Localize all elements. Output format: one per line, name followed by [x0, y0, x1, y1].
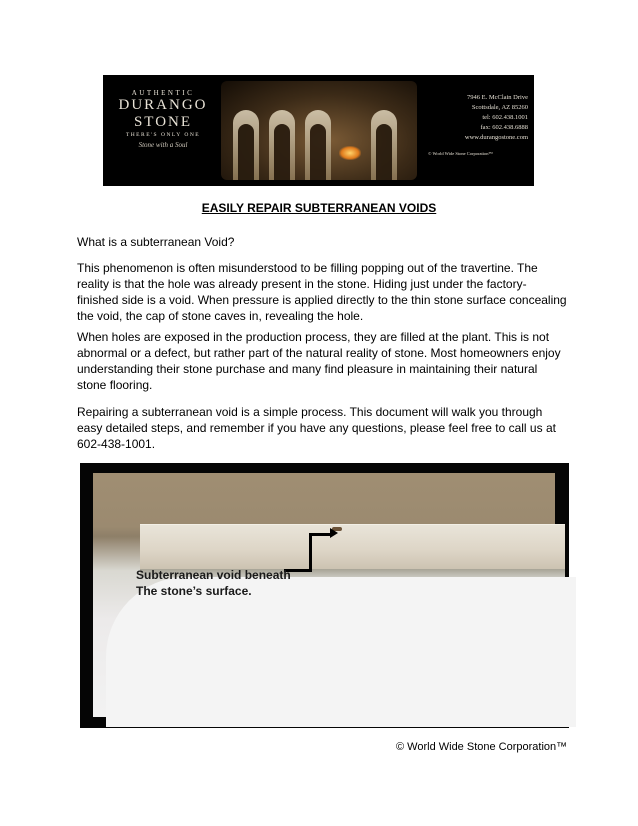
caption-line1: Subterranean void beneath [136, 568, 291, 582]
brand-script: Stone with a Soul [138, 141, 188, 149]
document-title: EASILY REPAIR SUBTERRANEAN VOIDS [201, 201, 437, 215]
phone-fax: fax: 602.438.6888 [480, 124, 528, 131]
caption-line2: The stone’s surface. [136, 584, 252, 598]
figure-caption [136, 567, 291, 599]
brand-tagline: THERE'S ONLY ONE [125, 132, 201, 138]
white-surface [106, 577, 576, 727]
arch-shape [269, 110, 295, 180]
brand-name-line1: DURANGO [118, 97, 208, 113]
callout-line [309, 535, 312, 571]
contact-block [428, 93, 528, 159]
stone-tile [140, 524, 565, 572]
brand-logo [113, 89, 213, 149]
header-banner [103, 75, 534, 186]
stone-photo-figure [80, 463, 569, 728]
paragraph-phenomenon: This phenomenon is often misunderstood to be filling popping out of the travertine. The reality is that the hole was already present in the stone. Hiding just under the factory-finished side is a void. When pressure is applied directly to the thin stone surface concealing the void, the cap of stone caves in, revealing the hole. [77, 261, 567, 323]
website-text: www.durangostone.com [464, 134, 528, 141]
phone-tel: tel: 602.438.1001 [482, 114, 528, 121]
paragraph-repair: Repairing a subterranean void is a simple process. This document will walk you through easy detailed steps, and remember if you have any questions, please feel free to call us at 602-438-1001. [77, 405, 556, 451]
arch-shape [371, 110, 397, 180]
fireplace-glow [339, 146, 361, 160]
arrow-icon [330, 528, 338, 538]
stone-photo [93, 473, 555, 717]
paragraph-production: When holes are exposed in the production process, they are filled at the plant. This is not abnormal or a defect, but rather part of the natural reality of stone. Most homeowners enjoy understanding their stone purchase and many find pleasure in maintaining their natural stone flooring. [77, 330, 561, 392]
banner-copyright: © World Wide Stone Corporation™ [428, 151, 493, 156]
arch-shape [233, 110, 259, 180]
arch-shape [305, 110, 331, 180]
banner-photo [221, 81, 417, 180]
address-line2: Scottsdale, AZ 85260 [471, 104, 528, 111]
brand-top-text: AUTHENTIC [131, 89, 195, 97]
footer-copyright: © World Wide Stone Corporation™ [396, 741, 568, 753]
paragraph-question: What is a subterranean Void? [77, 235, 235, 249]
address-line1: 7946 E. McClain Drive [466, 94, 528, 101]
brand-name-line2: STONE [133, 114, 193, 130]
